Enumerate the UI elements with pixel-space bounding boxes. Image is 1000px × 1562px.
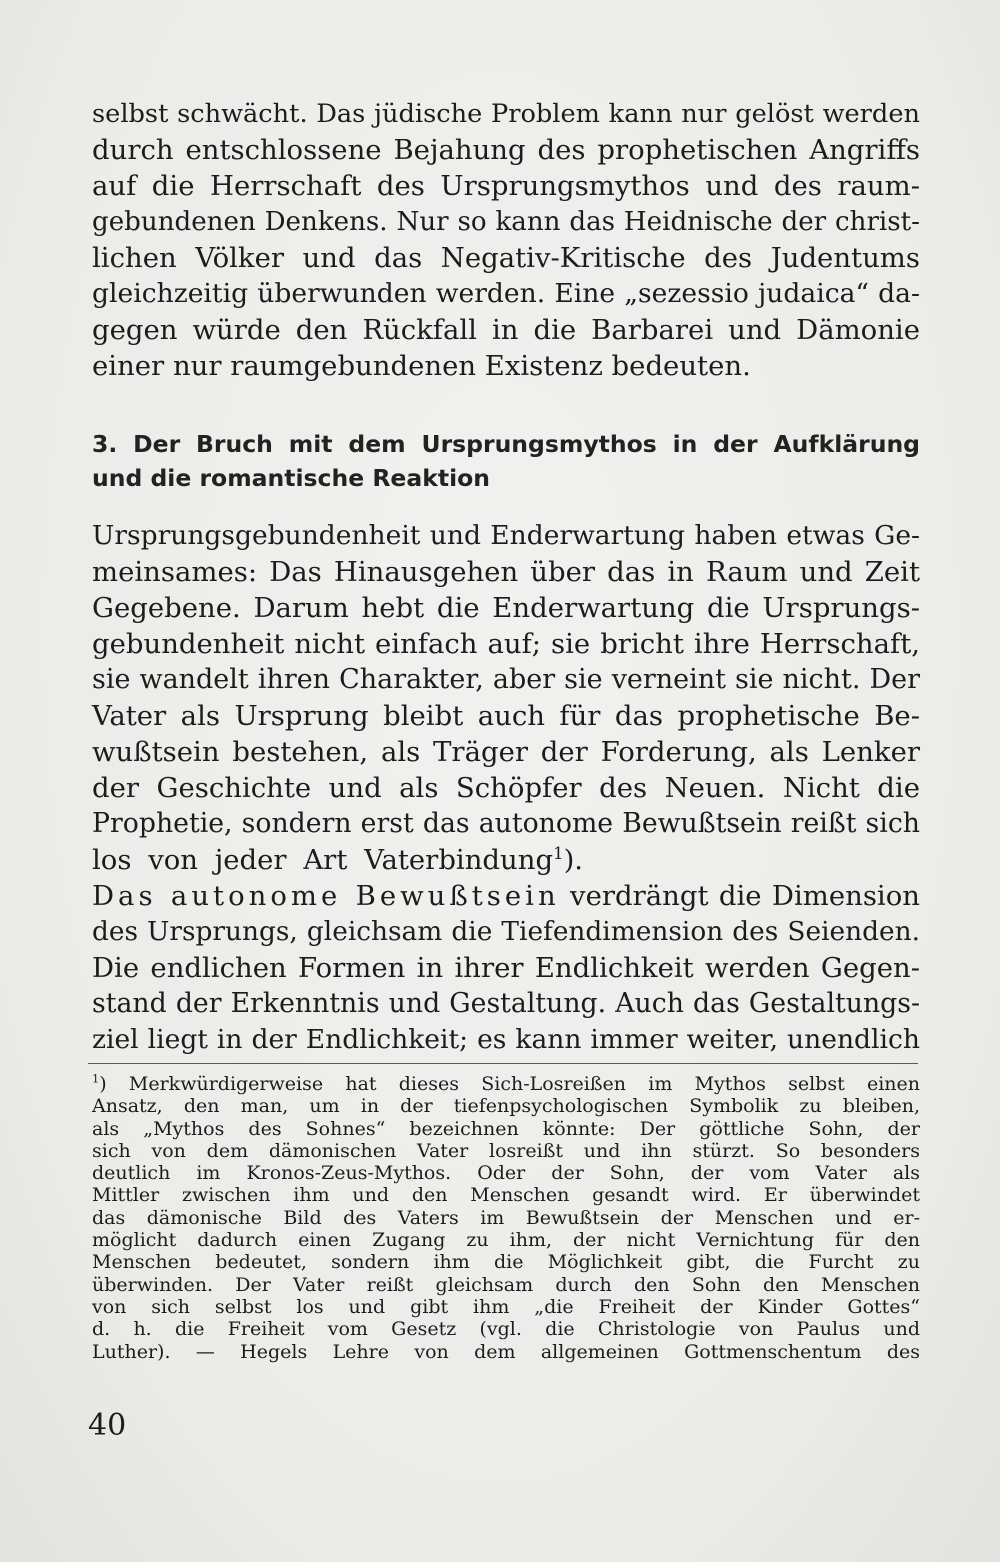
text-line: gleichzeitig überwunden werden. Eine „sezessio judaica“ da-	[92, 278, 920, 309]
text-line: des Ursprungs, gleichsam die Tiefendimension des Seienden.	[92, 917, 920, 947]
footnote-line: deutlich im Kronos-Zeus-Mythos. Oder der Sohn, der vom Vater als	[92, 1162, 920, 1185]
footnote-line: das dämonische Bild des Vaters im Bewußtsein der Menschen und er-	[92, 1206, 920, 1229]
footnote-line: d. h. die Freiheit vom Gesetz (vgl. die Christologie von Paulus und	[92, 1318, 920, 1341]
emphasized-term: Das autonome Bewußtsein	[92, 880, 560, 912]
text-line: einer nur raumgebundenen Existenz bedeuten.	[92, 350, 751, 382]
footnote-line: Menschen bedeutet, sondern ihm die Möglichkeit gibt, die Furcht zu	[92, 1251, 920, 1274]
text-line: selbst schwächt. Das jüdische Problem kann nur gelöst werden	[92, 99, 920, 129]
footnote-line: von sich selbst los und gibt ihm „die Freiheit der Kinder Gottes“	[92, 1295, 920, 1318]
text-line: sie wandelt ihren Charakter, aber sie verneint sie nicht. Der	[92, 664, 920, 695]
footnote-marker: 1	[92, 1071, 100, 1086]
section-heading	[92, 427, 920, 495]
text-line-end: ).	[563, 844, 584, 876]
footnote-line: als „Mythos des Sohnes“ bezeichnen könnte: Der göttliche Sohn, der	[92, 1117, 920, 1140]
text-line-content: verdrängt die Dimension	[559, 880, 920, 912]
page-number: 40	[88, 1408, 127, 1443]
footnote	[92, 1073, 920, 1363]
footnote-line: Mittler zwischen ihm und den Menschen gesandt wird. Er überwindet	[92, 1184, 920, 1207]
text-line: Vater als Ursprung bleibt auch für das prophetische Be-	[92, 700, 920, 732]
paragraph-main	[92, 518, 920, 878]
text-line: ziel liegt in der Endlichkeit; es kann immer weiter, unendlich	[92, 1024, 920, 1055]
text-line	[92, 878, 920, 914]
footnote-line: Ansatz, den man, um in der tiefenpsychologischen Symbolik zu bleiben,	[92, 1095, 920, 1118]
text-line: der Geschichte und als Schöpfer des Neuen. Nicht die	[92, 772, 920, 804]
text-line: gegen würde den Rückfall in die Barbarei und Dämonie	[92, 314, 920, 346]
text-line: meinsames: Das Hinausgehen über das in Raum und Zeit	[92, 556, 920, 588]
text-line: lichen Völker und das Negativ-Kritische des Judentums	[92, 242, 920, 274]
paragraph-continuation	[92, 96, 920, 384]
footnote-line: überwinden. Der Vater reißt gleichsam durch den Sohn den Menschen	[92, 1273, 920, 1296]
footnote-line: sich von dem dämonischen Vater losreißt und ihn stürzt. So besonders	[92, 1139, 920, 1162]
text-line: Gegebene. Darum hebt die Enderwartung die Ursprungs-	[92, 592, 920, 624]
text-line: stand der Erkenntnis und Gestaltung. Auch das Gestaltungs-	[92, 988, 920, 1019]
text-line	[92, 842, 920, 878]
text-line: Ursprungsgebundenheit und Enderwartung haben etwas Ge-	[92, 520, 920, 551]
text-line: gebundenheit nicht einfach auf; sie bricht ihre Herrschaft,	[92, 628, 920, 660]
footnote-line: möglicht dadurch einen Zugang zu ihm, der nicht Vernichtung für den	[92, 1229, 920, 1252]
heading-line: 3. Der Bruch mit dem Ursprungsmythos in der Aufklärung	[92, 430, 920, 458]
text-line: gebundenen Denkens. Nur so kann das Heidnische der christ-	[92, 207, 920, 237]
paragraph-second	[92, 878, 920, 1058]
footnote-line: Luther). — Hegels Lehre von dem allgemeinen Gottmenschentum des	[92, 1340, 920, 1363]
text-line: Prophetie, sondern erst das autonome Bewußtsein reißt sich	[92, 808, 920, 839]
footnote-divider	[88, 1063, 918, 1064]
text-line-content: los von jeder Art Vaterbindung	[92, 844, 554, 876]
text-line: wußtsein bestehen, als Träger der Forderung, als Lenker	[92, 736, 920, 768]
footnote-reference: 1	[553, 843, 564, 863]
footnote-line	[92, 1073, 920, 1095]
footnote-text: ) Merkwürdigerweise hat dieses Sich-Losreißen im Mythos selbst einen	[99, 1073, 920, 1095]
heading-line: und die romantische Reaktion	[92, 464, 491, 492]
text-line: Die endlichen Formen in ihrer Endlichkeit werden Gegen-	[92, 952, 920, 984]
text-line: durch entschlossene Bejahung des prophetischen Angriffs	[92, 134, 920, 166]
text-line: auf die Herrschaft des Ursprungsmythos und des raum-	[92, 170, 920, 202]
